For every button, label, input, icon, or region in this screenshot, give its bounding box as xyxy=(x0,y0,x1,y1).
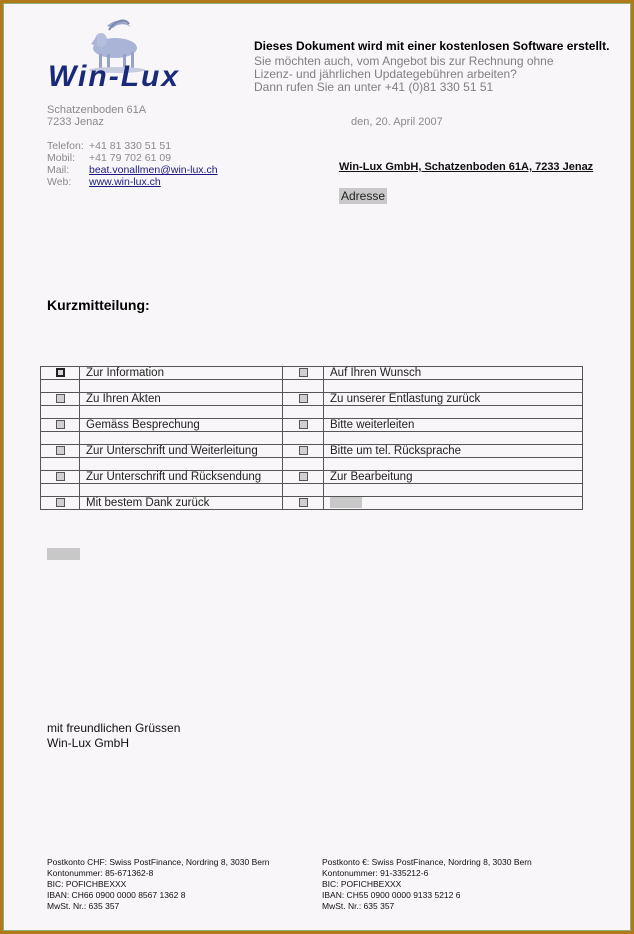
checklist-label: Bitte um tel. Rücksprache xyxy=(324,445,583,458)
checklist-label: Zu unserer Entlastung zurück xyxy=(324,393,583,406)
footer-line: BIC: POFICHBEXXX xyxy=(322,879,402,889)
closing-company: Win-Lux GmbH xyxy=(47,736,130,750)
footer-bank-chf xyxy=(47,857,270,912)
footer-line: Kontonummer: 85-671362-8 xyxy=(47,868,154,878)
checkbox-sign-forward[interactable] xyxy=(56,446,65,455)
recipient-address-field[interactable]: Adresse xyxy=(341,189,386,203)
checkbox-as-discussed[interactable] xyxy=(56,420,65,429)
checklist-label: Zur Unterschrift und Rücksendung xyxy=(80,471,283,484)
page-title: Kurzmitteilung: xyxy=(47,297,150,313)
checklist-table xyxy=(40,366,583,510)
checkbox-custom[interactable] xyxy=(299,498,308,507)
closing-greeting: mit freundlichen Grüssen xyxy=(47,721,181,735)
contact-phone: +41 81 330 51 51 xyxy=(89,140,172,152)
checkbox-thanks-return[interactable] xyxy=(56,498,65,507)
checkbox-call-back[interactable] xyxy=(299,446,308,455)
checklist-label: Zu Ihren Akten xyxy=(80,393,283,406)
footer-line: Kontonummer: 91-335212-6 xyxy=(322,868,429,878)
footer-line: BIC: POFICHBEXXX xyxy=(47,879,127,889)
table-row xyxy=(41,458,583,471)
sender-street: Schatzenboden 61A xyxy=(47,104,147,116)
checkbox-information[interactable] xyxy=(56,368,65,377)
return-address-line: Win-Lux GmbH, Schatzenboden 61A, 7233 Jenaz xyxy=(339,161,594,173)
checkbox-please-forward[interactable] xyxy=(299,420,308,429)
checklist-label: Gemäss Besprechung xyxy=(80,419,283,432)
contact-label-web: Web: xyxy=(47,176,72,188)
footer-bank-eur xyxy=(322,857,532,912)
checkbox-sign-return[interactable] xyxy=(56,472,65,481)
message-text-field[interactable] xyxy=(47,548,80,560)
table-row xyxy=(41,367,583,380)
checkbox-processing[interactable] xyxy=(299,472,308,481)
table-row xyxy=(41,380,583,393)
contact-mail-link[interactable]: beat.vonallmen@win-lux.ch xyxy=(89,164,218,176)
checklist-label: Auf Ihren Wunsch xyxy=(324,367,583,380)
contact-label-mail: Mail: xyxy=(47,164,70,176)
footer-line: IBAN: CH55 0900 0000 9133 5212 6 xyxy=(322,890,461,900)
checkbox-your-files[interactable] xyxy=(56,394,65,403)
table-row xyxy=(41,406,583,419)
checklist-label: Zur Bearbeitung xyxy=(324,471,583,484)
logo-wordmark: Win-Lux xyxy=(48,60,181,93)
custom-option-field[interactable] xyxy=(330,497,362,508)
notice-line-2: Lizenz- und jährlichen Updategebühren arbeiten? xyxy=(254,67,517,81)
table-row xyxy=(41,497,583,510)
contact-mobile: +41 79 702 61 09 xyxy=(89,152,172,164)
table-row xyxy=(41,445,583,458)
footer-line: MwSt. Nr.: 635 357 xyxy=(47,901,120,911)
notice-line-1: Sie möchten auch, vom Angebot bis zur Rechnung ohne xyxy=(254,54,554,68)
table-row xyxy=(41,484,583,497)
sender-city: 7233 Jenaz xyxy=(47,116,104,128)
checklist-label: Zur Unterschrift und Weiterleitung xyxy=(80,445,283,458)
table-row xyxy=(41,432,583,445)
checkbox-return-relief[interactable] xyxy=(299,394,308,403)
table-row xyxy=(41,471,583,484)
notice-line-3: Dann rufen Sie an unter +41 (0)81 330 51 51 xyxy=(254,80,494,94)
notice-title: Dieses Dokument wird mit einer kostenlosen Software erstellt. xyxy=(254,39,610,53)
footer-line: Postkonto €: Swiss PostFinance, Nordring 8, 3030 Bern xyxy=(322,857,532,867)
checkbox-your-request[interactable] xyxy=(299,368,308,377)
letter-date: den, 20. April 2007 xyxy=(351,116,443,128)
contact-label-phone: Telefon: xyxy=(47,140,84,152)
footer-line: Postkonto CHF: Swiss PostFinance, Nordring 8, 3030 Bern xyxy=(47,857,270,867)
footer-line: MwSt. Nr.: 635 357 xyxy=(322,901,395,911)
contact-web-link[interactable]: www.win-lux.ch xyxy=(89,176,161,188)
checklist-label: Zur Information xyxy=(80,367,283,380)
contact-label-mobile: Mobil: xyxy=(47,152,76,164)
footer-line: IBAN: CH66 0900 0000 8567 1362 8 xyxy=(47,890,186,900)
checklist-label: Bitte weiterleiten xyxy=(324,419,583,432)
checklist-label: Mit bestem Dank zurück xyxy=(80,497,283,510)
table-row xyxy=(41,393,583,406)
table-row xyxy=(41,419,583,432)
